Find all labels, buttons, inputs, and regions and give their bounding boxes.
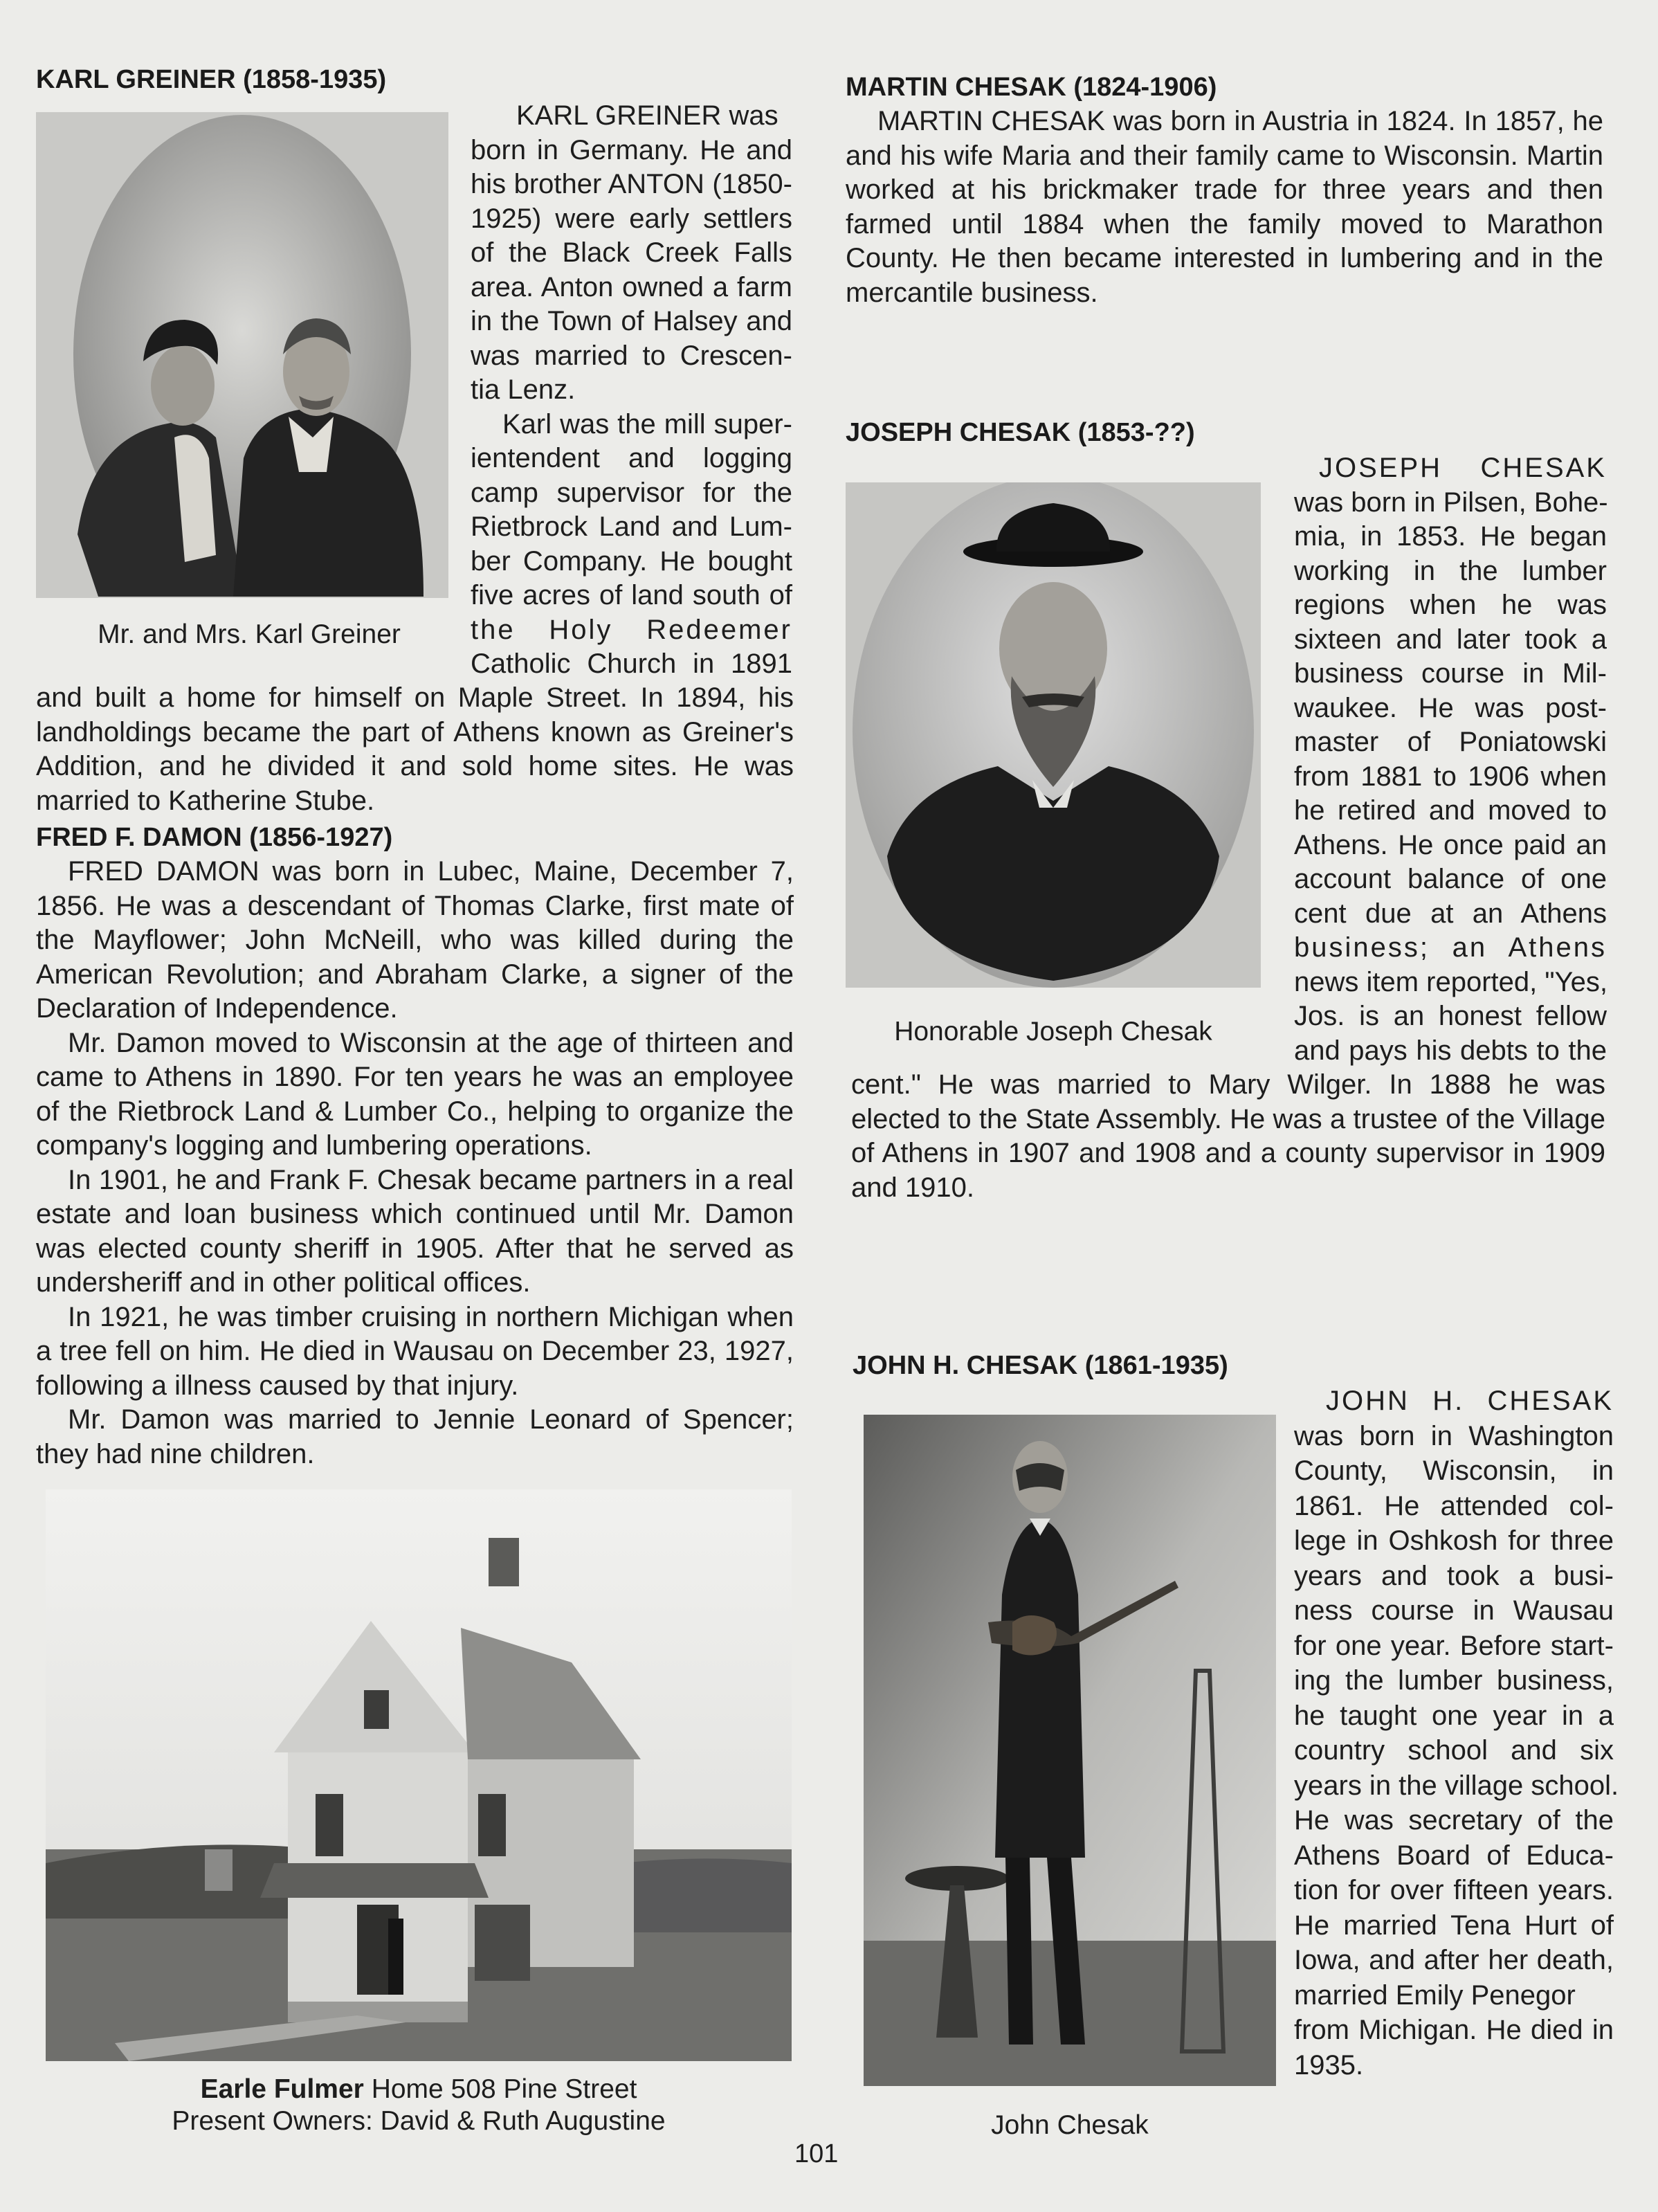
text-line: married Emily Penegor [1294, 1979, 1576, 2011]
text-line: he retired and moved to [1294, 795, 1607, 826]
text-line: he taught one year in a [1294, 1700, 1614, 1731]
text-line: Catholic Church in 1891 [471, 649, 792, 679]
joseph-photo-caption: Honorable Joseph Chesak [894, 1017, 1212, 1046]
text-line: was married to Crescen- [471, 340, 792, 371]
text-line: Rietbrock Land and Lum- [471, 511, 792, 542]
paragraph: cent." He was married to Mary Wilger. In 1888 he was elected to the State Assembly. He was a trustee of the Village of Athens in 1907 and 1908 and a county supervisor in 1909 and 1910. [851, 1069, 1605, 1203]
paragraph: FRED DAMON was born in Lubec, Maine, December 7, 1856. He was a descendant of Thomas Clarke, first mate of the Mayflower; John McNeill, who was killed during the American Revolution; and Abraham Clarke, a signer of the Declaration of Independence. [36, 856, 794, 1024]
text-line: JOSEPH CHESAK [1319, 453, 1607, 483]
paragraph: Mr. Damon moved to Wisconsin at the age of thirteen and came to Athens in 1890. For ten years he was an employee of the Rietbrock Land & Lumber Co., helping to organize the company's logging and lumbering operations. [36, 1027, 794, 1161]
martin-chesak-text [846, 105, 1603, 310]
paragraph: and built a home for himself on Maple Street. In 1894, his landholdings became the part of Athens known as Greiner's Addition, and he divided it and sold home sites. He was married to Katherine Stube. [36, 682, 794, 816]
text-line: business course in Mil- [1294, 658, 1607, 689]
text-line: 1861. He attended col- [1294, 1490, 1614, 1521]
text-line: 1925) were early settlers [471, 203, 792, 234]
text-line: of the Black Creek Falls [471, 237, 792, 268]
text-line: and pays his debts to the [1294, 1035, 1607, 1066]
fred-damon-text [36, 855, 794, 1471]
karl-greiner-text [36, 681, 794, 818]
text-line: Iowa, and after her death, [1294, 1945, 1614, 1975]
greiner-couple-photo [36, 112, 448, 598]
john-chesak-heading: JOHN H. CHESAK (1861-1935) [853, 1351, 1228, 1380]
text-line: KARL GREINER was [516, 100, 778, 131]
text-line: 1935. [1294, 2049, 1364, 2080]
house-caption [46, 2074, 792, 2137]
paragraph: Mr. Damon was married to Jennie Leonard of Spencer; they had nine children. [36, 1404, 794, 1469]
text-line: was born in Pilsen, Bohe- [1294, 487, 1608, 518]
joseph-chesak-text [851, 1068, 1605, 1205]
paragraph: In 1901, he and Frank F. Chesak became partners in a real estate and loan business which continued until Mr. Damon was elected county sheriff in 1905. After that he served as undersheriff and in other political offices. [36, 1164, 794, 1298]
text-line: Athens. He once paid an [1294, 829, 1607, 860]
text-line: in the Town of Halsey and [471, 306, 792, 336]
page-number: 101 [794, 2139, 839, 2168]
text-line: JOHN H. CHESAK [1326, 1386, 1614, 1416]
text-line: business; an Athens [1294, 932, 1607, 963]
text-line: regions when he was [1294, 590, 1607, 620]
text-line: the Holy Redeemer [471, 614, 792, 645]
text-line: years and took a busi- [1294, 1560, 1614, 1591]
text-line: master of Poniatowski [1294, 727, 1607, 757]
text-line: from 1881 to 1906 when [1294, 761, 1607, 792]
text-line: tia Lenz. [471, 374, 576, 405]
text-line: tion for over fifteen years. [1294, 1875, 1614, 1905]
text-line: area. Anton owned a farm [471, 271, 792, 302]
text-line: Jos. is an honest fellow [1294, 1001, 1607, 1031]
text-line: account balance of one [1294, 864, 1607, 894]
text-line: cent due at an Athens [1294, 898, 1607, 929]
text-line: ness course in Wausau [1294, 1595, 1614, 1626]
text-line: five acres of land south of [471, 580, 792, 610]
john-photo-caption: John Chesak [991, 2110, 1149, 2140]
text-line: news item reported, "Yes, [1294, 966, 1607, 997]
text-line: sixteen and later took a [1294, 624, 1607, 655]
text-line: Karl was the mill super- [502, 408, 792, 439]
text-line: waukee. He was post- [1294, 692, 1607, 723]
text-line: ber Company. He bought [471, 545, 792, 577]
fred-damon-heading: FRED F. DAMON (1856-1927) [36, 823, 393, 852]
text-line: ientendent and logging [471, 443, 792, 473]
text-line: country school and six [1294, 1735, 1614, 1766]
text-line: his brother ANTON (1850- [471, 169, 792, 199]
text-line: born in Germany. He and [471, 134, 792, 165]
text-line: County, Wisconsin, in [1294, 1456, 1614, 1486]
martin-chesak-heading: MARTIN CHESAK (1824-1906) [846, 73, 1217, 102]
karl-greiner-heading: KARL GREINER (1858-1935) [36, 65, 387, 94]
text-line: for one year. Before start- [1294, 1630, 1614, 1661]
text-line: was born in Washington [1294, 1420, 1614, 1451]
fulmer-house-photo [46, 1489, 792, 2061]
text-line: He married Tena Hurt of [1294, 1910, 1614, 1941]
text-line: camp supervisor for the [471, 477, 792, 508]
paragraph: MARTIN CHESAK was born in Austria in 1824. In 1857, he and his wife Maria and their family came to Wisconsin. Martin worked at his brickmaker trade for three years and then farmed until 1884 when the family moved to Marathon County. He then became interested in lumbering and in the mercantile business. [846, 106, 1603, 308]
text-line: working in the lumber [1294, 555, 1607, 586]
house-caption-address: Home 508 Pine Street [363, 2074, 637, 2104]
text-line: Athens Board of Educa- [1294, 1840, 1614, 1871]
text-line: lege in Oshkosh for three [1294, 1525, 1614, 1556]
text-line: He was secretary of the [1294, 1805, 1614, 1835]
house-caption-owners: Present Owners: David & Ruth Augustine [172, 2106, 666, 2136]
text-line: mia, in 1853. He began [1294, 521, 1607, 552]
paragraph: In 1921, he was timber cruising in northern Michigan when a tree fell on him. He died in Wausau on December 23, 1927, following a illness caused by that injury. [36, 1301, 794, 1401]
house-caption-bold: Earle Fulmer [200, 2074, 364, 2104]
joseph-chesak-photo [846, 482, 1261, 988]
text-line: from Michigan. He died in [1294, 2015, 1614, 2045]
john-chesak-photo [864, 1415, 1276, 2086]
text-line: years in the village school. [1294, 1770, 1619, 1801]
text-line: ing the lumber business, [1294, 1665, 1614, 1696]
greiner-photo-caption: Mr. and Mrs. Karl Greiner [98, 619, 401, 649]
joseph-chesak-heading: JOSEPH CHESAK (1853-??) [846, 418, 1195, 447]
